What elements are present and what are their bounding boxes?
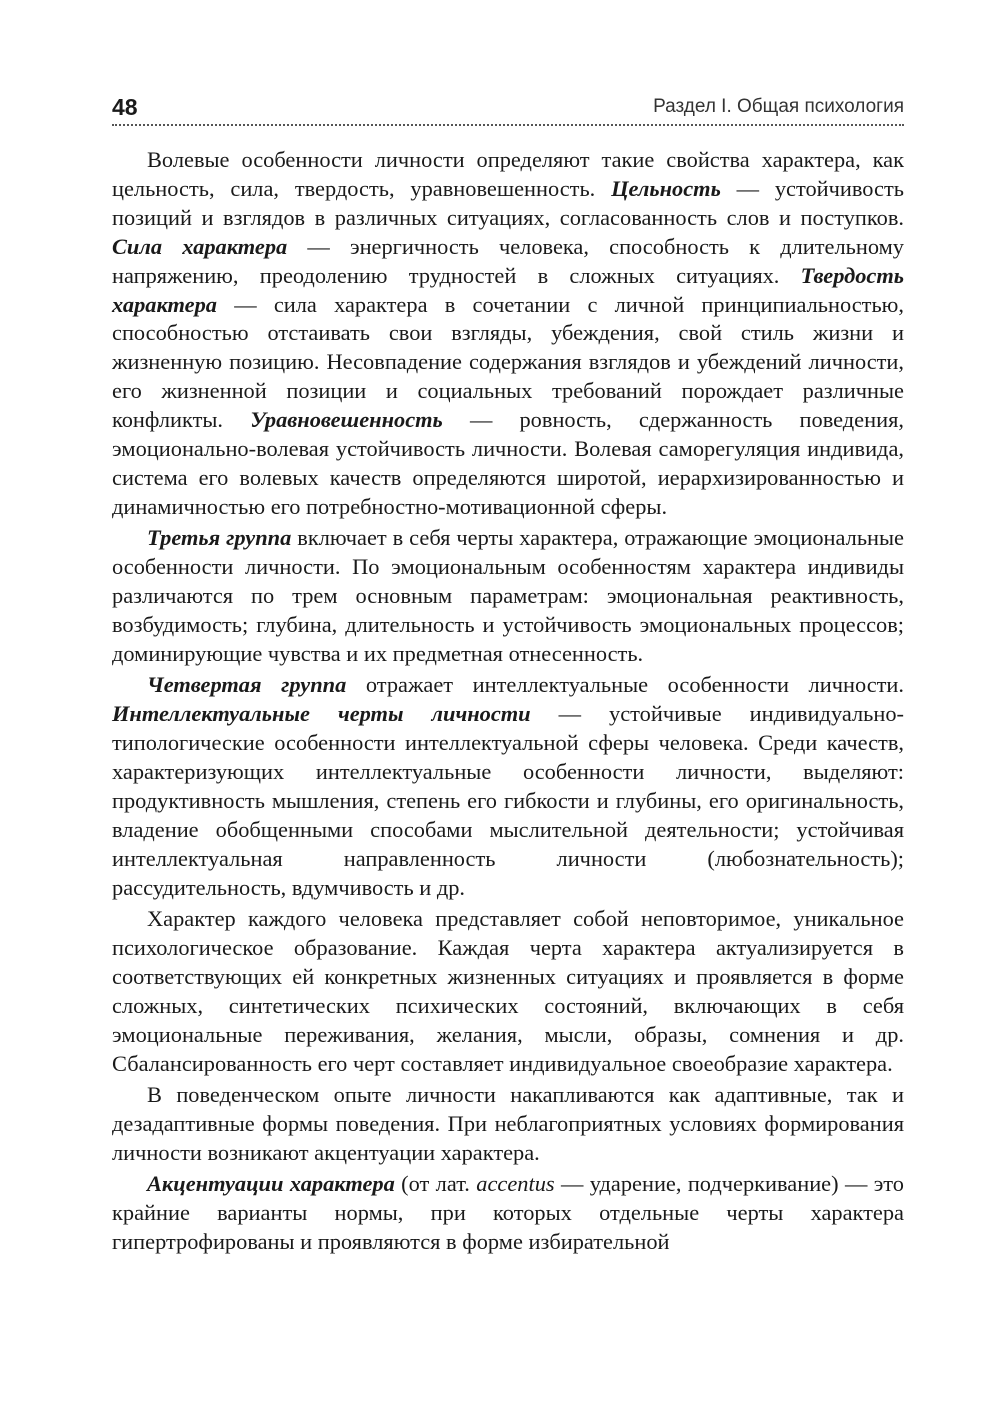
paragraph-fourth-group: Четвертая группа отражает интеллектуальные особенности личности. Интеллектуальные черты личности — устойчивые индивидуально-типологические особенности интеллектуальной сферы человека. Среди качеств, характеризующих интеллектуальные особенности личности, выделяют: продуктивность мышления, степень его гибкости и глубины, его оригинальность, владение обобщенными способами мыслительной деятельности; устойчивая интеллектуальная направленность личности (любознательность); рассудительность, вдумчивость и др. — [112, 672, 905, 900]
paragraph-accentuations: Акцентуации характера (от лат. accentus — ударение, подчеркивание) — это крайние варианты нормы, при которых отдельные черты характера гипертрофированы и проявляются в форме избирательной — [112, 1171, 904, 1255]
term-intellectual-traits: Интеллектуальные черты личности — [112, 701, 531, 727]
paragraph-behavioral-experience: В поведенческом опыте личности накапливаются как адаптивные, так и дезадаптивные формы поведения. При неблагоприятных условиях формирования личности возникают акцентуации характера. — [112, 1082, 904, 1165]
term-fourth-group: Четвертая группа — [147, 672, 347, 698]
running-head: Раздел I. Общая психология — [653, 96, 904, 117]
paragraph-third-group: Третья группа включает в себя черты характера, отражающие эмоциональные особенности личности. По эмоциональным особенностям характера индивиды различаются по трем основным параметрам: эмоциональная реактивность, возбудимость; глубина, длительность и устойчивость эмоциональных процессов; доминирующие чувства и их предметная отнесенность. — [112, 525, 904, 666]
term-third-group: Третья группа — [147, 525, 292, 551]
term-strength-of-character: Сила характера — [112, 233, 288, 259]
latin-term: accentus — [476, 1171, 555, 1197]
term-accentuations: Акцентуации характера — [147, 1171, 395, 1197]
term-firmness-of-character: Твердость характера — [112, 262, 904, 317]
page-number: 48 — [112, 94, 138, 120]
paragraph-volitional: Волевые особенности личности определяют такие свойства характера, как цельность, сила, твердость, уравновешенность. Цельность — устойчивость позиций и взглядов в различных ситуациях, согласованность слов и поступков. Сила характера — энергичность человека, способность к длительному напряжению, преодолению трудностей в сложных ситуациях. Твердость характера — сила характера в сочетании с личной принципиальностью, способностью отстаивать свои взгляды, убеждения, свой стиль жизни и жизненную позицию. Несовпадение содержания взглядов и убеждений личности, его жизненной позиции и социальных требований порождает различные конфликты. Уравновешенность — ровность, сдержанность поведения, эмоционально-волевая устойчивость личности. Волевая саморегуляция индивида, система его волевых качеств определяются широтой, иерархизированностью и динамичностью его потребностно-мотивационной сферы. — [112, 147, 904, 519]
paragraph-character-uniqueness: Характер каждого человека представляет собой неповторимое, уникальное психологическое образование. Каждая черта характера актуализируется в соответствующих ей конкретных жизненных ситуациях и проявляется в форме сложных, синтетических психических состояний, включающих в себя эмоциональные переживания, желания, мысли, образы, сомнения и др. Сбалансированность его черт составляет индивидуальное своеобразие характера. — [112, 906, 904, 1076]
term-equanimity: Уравновешенность — [250, 407, 443, 433]
page-header — [112, 92, 904, 126]
body-text — [112, 146, 904, 1259]
term-integrity: Цельность — [611, 175, 721, 201]
